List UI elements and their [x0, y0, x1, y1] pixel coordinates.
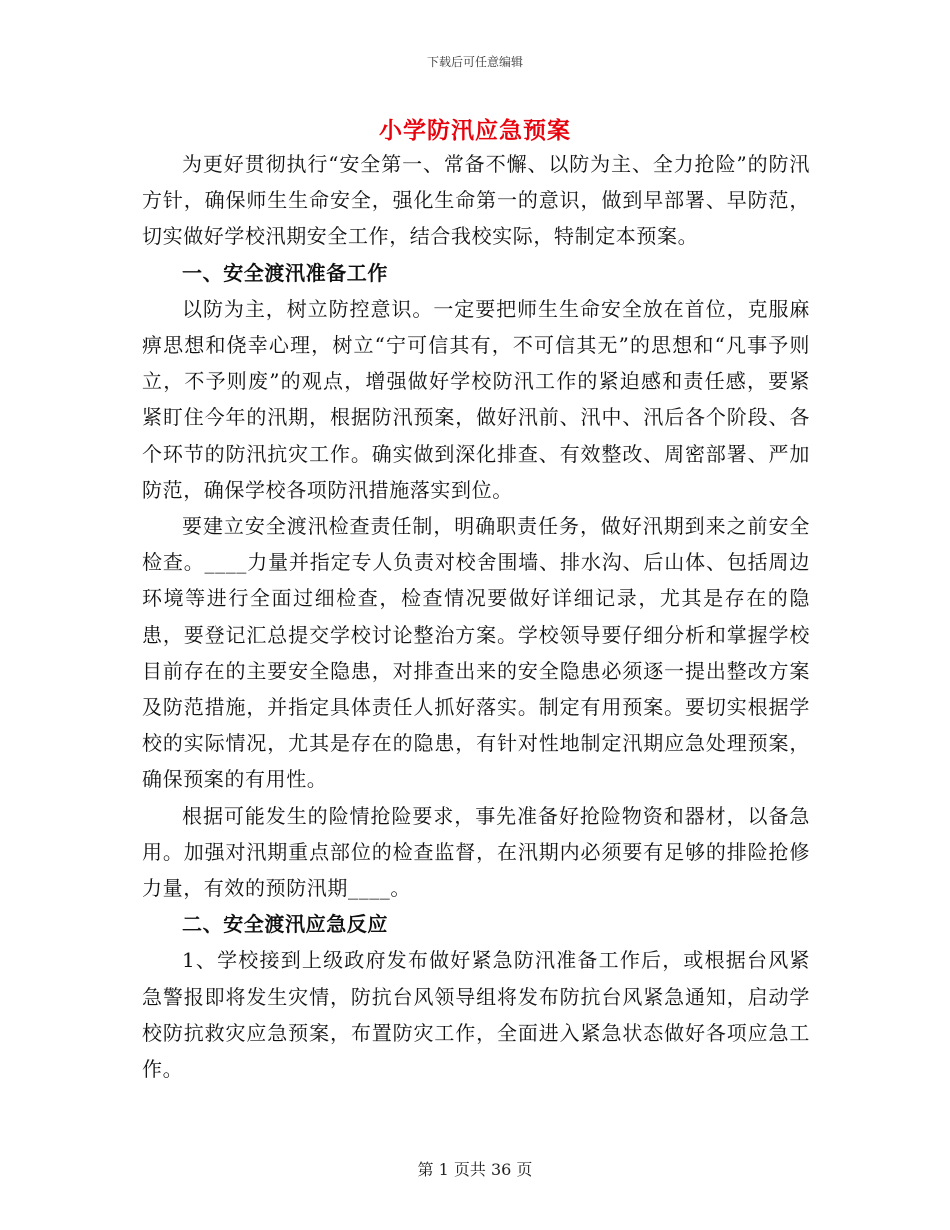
document-title: 小学防汛应急预案: [379, 117, 571, 144]
page-header-note: 下载后可任意编辑: [426, 55, 523, 69]
section-heading-2: 二、安全渡汛应急反应: [182, 912, 388, 937]
body-paragraph: 根据可能发生的险情抢险要求，事先准备好抢险物资和器材，以备急用。加强对汛期重点部位的检查监督，在汛期内必须要有足够的排险抢修力量，有效的预防汛期____。: [142, 803, 810, 901]
intro-paragraph: 为更好贯彻执行“安全第一、常备不懈、以防为主、全力抢险”的防汛方针，确保师生生命安全，强化生命第一的意识，做到早部署、早防范，切实做好学校汛期安全工作，结合我校实际，特制定本预案。: [142, 152, 810, 249]
document-body: [142, 146, 810, 1087]
page-number-footer: 第 1 页共 36 页: [417, 1160, 533, 1179]
body-paragraph: 1、学校接到上级政府发布做好紧急防汛准备工作后，或根据台风紧急警报即将发生灾情，防抗台风领导组将发布防抗台风紧急通知，启动学校防抗救灾应急预案，布置防灾工作，全面进入紧急状态做好各项应急工作。: [142, 948, 810, 1082]
body-paragraph: 以防为主，树立防控意识。一定要把师生生命安全放在首位，克服麻痹思想和侥幸心理，树立“宁可信其有，不可信其无”的思想和“凡事予则立，不予则废”的观点，增强做好学校防汛工作的紧迫感和责任感，要紧紧盯住今年的汛期，根据防汛预案，做好汛前、汛中、汛后各个阶段、各个环节的防汛抗灾工作。确实做到深化排查、有效整改、周密部署、严加防范，确保学校各项防汛措施落实到位。: [142, 296, 810, 502]
body-paragraph: 要建立安全渡汛检查责任制，明确职责任务，做好汛期到来之前安全检查。____力量并指定专人负责对校舍围墙、排水沟、后山体、包括周边环境等进行全面过细检查，检查情况要做好详细记录，尤其是存在的隐患，要登记汇总提交学校讨论整治方案。学校领导要仔细分析和掌握学校目前存在的主要安全隐患，对排查出来的安全隐患必须逐一提出整改方案及防范措施，并指定具体责任人抓好落实。制定有用预案。要切实根据学校的实际情况，尤其是存在的隐患，有针对性地制定汛期应急处理预案，确保预案的有用性。: [142, 514, 810, 792]
section-heading-1: 一、安全渡汛准备工作: [182, 260, 388, 285]
